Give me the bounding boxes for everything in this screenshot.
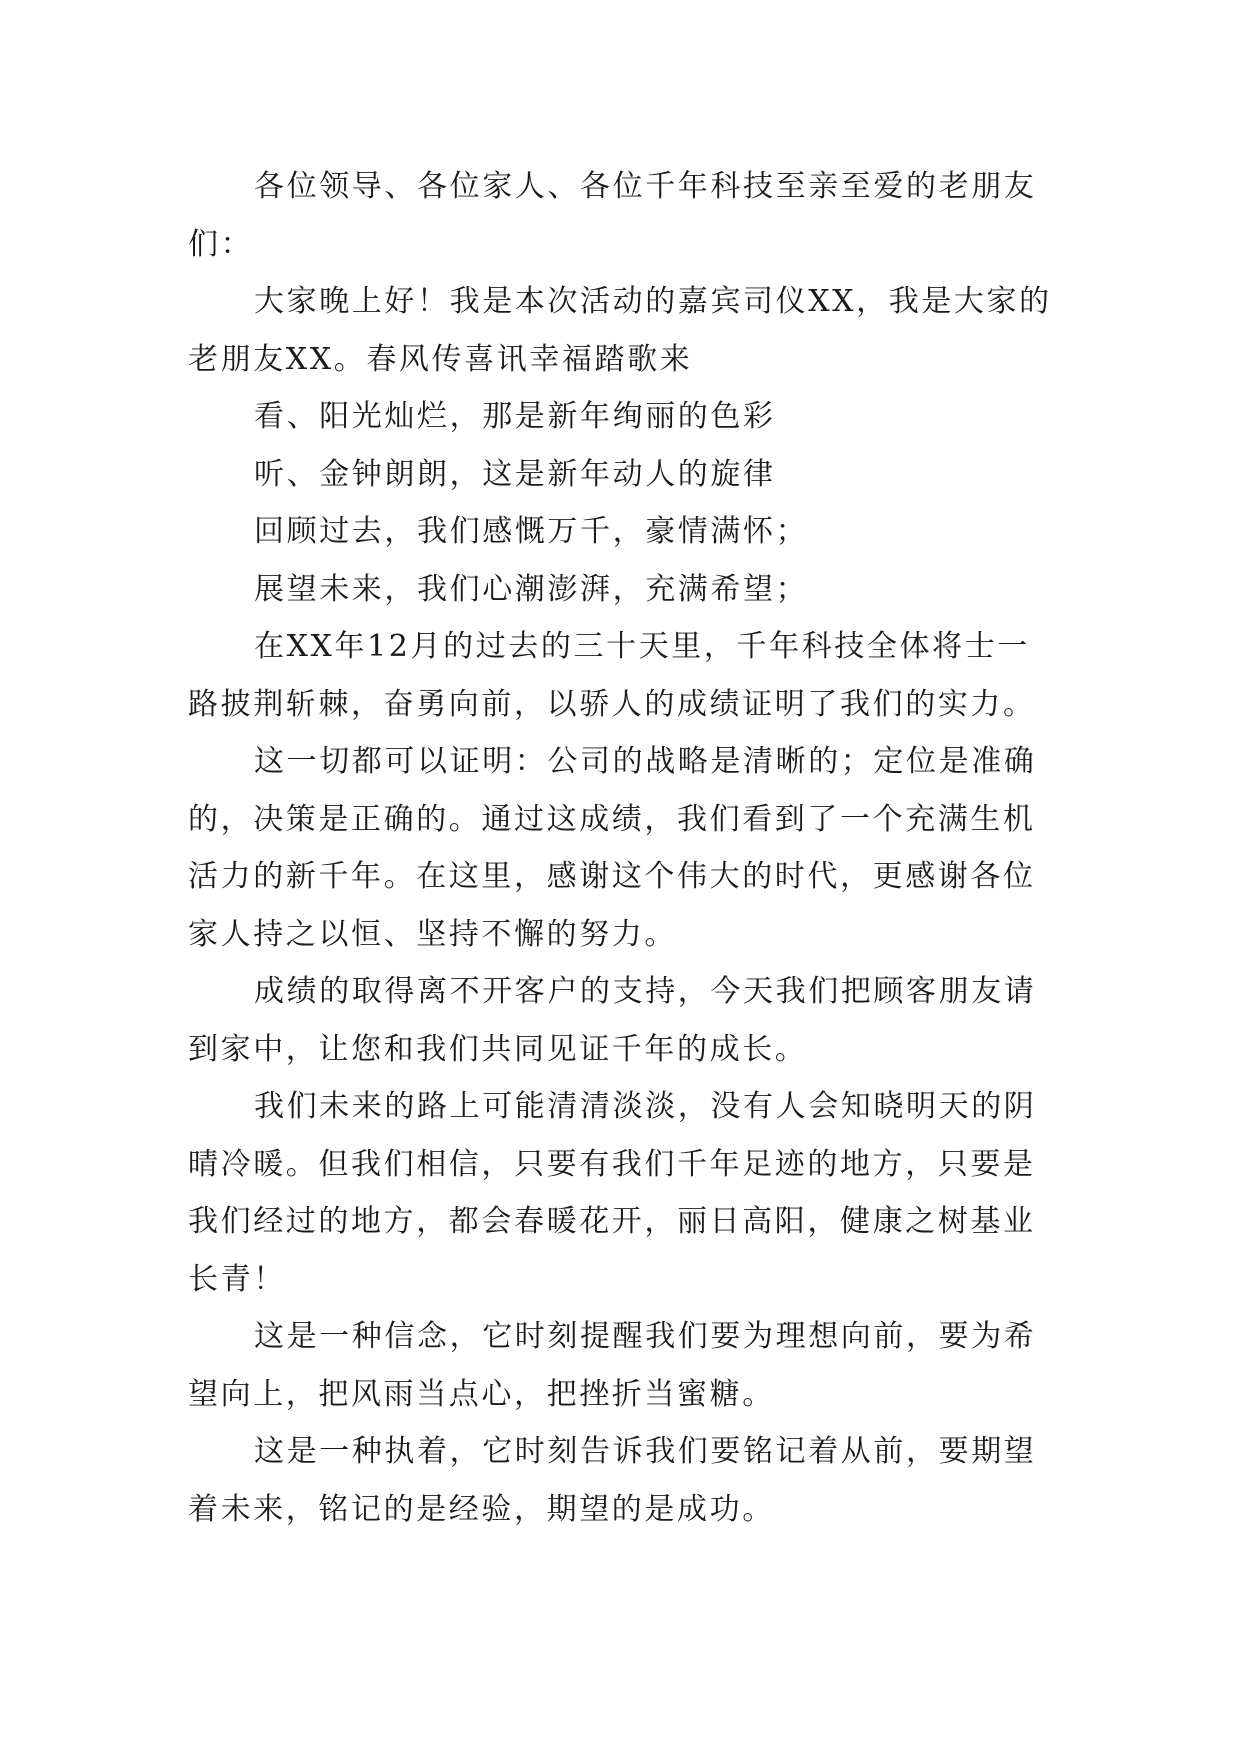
paragraph-achievement: 在XX年12月的过去的三十天里，千年科技全体将士一路披荆斩棘，奋勇向前，以骄人的成绩证明了我们的实力。 xyxy=(188,629,1036,722)
paragraph-listen: 听、金钟朗朗，这是新年动人的旋律 xyxy=(254,456,776,492)
paragraph-strategy: 这一切都可以证明：公司的战略是清晰的；定位是准确的，决策是正确的。通过这成绩，我们看到了一个充满生机活力的新千年。在这里，感谢这个伟大的时代，更感谢各位家人持之以恒、坚持不懈的努力。 xyxy=(188,744,1037,952)
paragraph-future: 我们未来的路上可能清清淡淡，没有人会知晓明天的阴晴冷暖。但我们相信，只要有我们千年足迹的地方，只要是我们经过的地方，都会春暖花开，丽日高阳，健康之树基业长青！ xyxy=(188,1089,1037,1297)
document-body xyxy=(188,158,1052,1538)
paragraph-greeting: 各位领导、各位家人、各位千年科技至亲至爱的老朋友们： xyxy=(188,169,1037,262)
paragraph-review: 回顾过去，我们感慨万千，豪情满怀； xyxy=(254,514,809,549)
paragraph-customers: 成绩的取得离不开客户的支持，今天我们把顾客朋友请到家中，让您和我们共同见证千年的成长。 xyxy=(188,974,1037,1067)
paragraph-introduction: 大家晚上好！我是本次活动的嘉宾司仪XX，我是大家的老朋友XX。春风传喜讯幸福踏歌来 xyxy=(188,284,1052,377)
paragraph-look: 看、阳光灿烂，那是新年绚丽的色彩 xyxy=(254,399,776,434)
paragraph-belief: 这是一种信念，它时刻提醒我们要为理想向前，要为希望向上，把风雨当点心，把挫折当蜜糖。 xyxy=(188,1319,1037,1412)
paragraph-persistence: 这是一种执着，它时刻告诉我们要铭记着从前，要期望着未来，铭记的是经验，期望的是成功。 xyxy=(188,1434,1037,1527)
paragraph-outlook: 展望未来，我们心潮澎湃，充满希望； xyxy=(254,571,809,607)
